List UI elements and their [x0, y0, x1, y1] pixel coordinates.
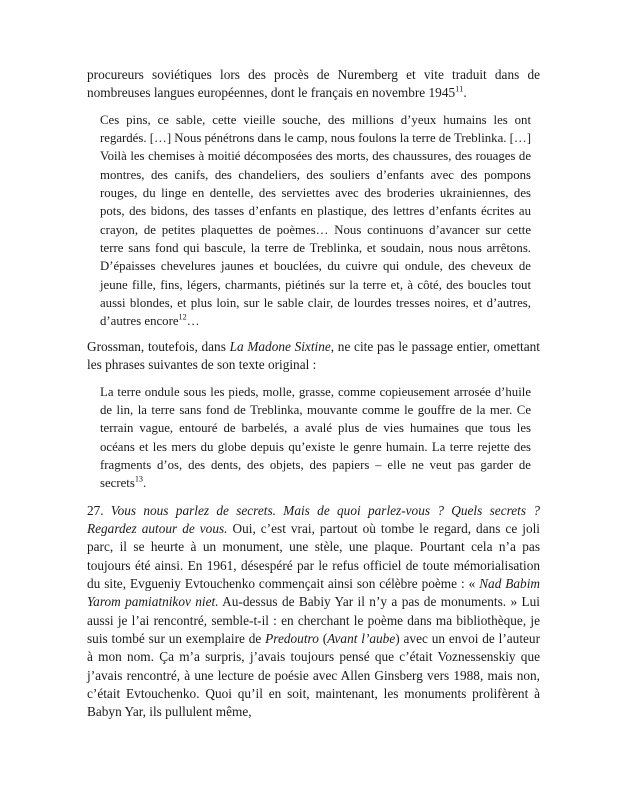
- section-27-text-d: ) avec un envoi de l’auteur à mon nom. Ça m’a surpris, j’avais toujours pensé que c’était Voznessenskiy que j’avais rencontré, à une lecture de poésie avec Allen Ginsberg vers 1988, mais non, c’était Evtouchenko. Quoi qu’il en soit, maintenant, les monuments prolifèrent à Babyn Yar, ils pullulent même,: [87, 630, 540, 720]
- section-27-italic-opening: Vous nous parlez de secrets. Mais de quoi parlez-vous ? Quels secrets ? Regardez autour de vous.: [87, 502, 540, 536]
- text-column: [87, 66, 540, 722]
- section-number-27: 27.: [87, 502, 104, 518]
- blockquote-treblinka-paragraph: [100, 111, 531, 331]
- section-27-text-c: (: [318, 630, 328, 646]
- paragraph-continuation: [87, 66, 540, 103]
- footnote-marker-12[interactable]: 12: [178, 313, 187, 323]
- paragraph-grossman-text-a: Grossman, toutefois, dans: [87, 338, 230, 354]
- blockquote-terre-paragraph: [100, 383, 531, 493]
- blockquote-treblinka-text-a: Ces pins, ce sable, cette vieille souche, des millions d’yeux humains les ont regardés. […] Nous pénétrons dans le camp, nous foulons la terre de Treblinka. […] Voilà les chemises à moitié décomposées des morts, des chaussures, des rouages de montres, des canifs, des chandeliers, des souliers d’enfants avec des pompons rouges, du linge en dentelle, des serviettes avec des broderies ukrainiennes, des pots, des bidons, des tasses d’enfants en plastique, des lettres d’enfants écrites au crayon, de petites plaquettes de poèmes… Nous continuons d’avancer sur cette terre sans fond qui bascule, la terre de Treblinka, et soudain, nous nous arrêtons. D’épaisses chevelures jaunes et bouclées, du cuivre qui ondule, des cheveux de jeune fille, fins, légers, charmants, piétinés sur la terre et, à côté, des boucles tout aussi blondes, et plus loin, sur le sable clair, de lourdes tresses noires, et d’autres, d’autres encore: [100, 112, 531, 329]
- blockquote-treblinka-text-b: …: [186, 314, 200, 329]
- paragraph-grossman-text-b: , ne cite pas le passage entier, omettant les phrases suivantes de son texte original :: [87, 338, 540, 373]
- footnote-marker-11[interactable]: 11: [455, 83, 464, 94]
- paragraph-section-27: [87, 502, 540, 722]
- book-title-avant-laube: Avant l’aube: [327, 630, 396, 646]
- spacer: [87, 331, 540, 338]
- section-27-text-a: Oui, c’est vrai, partout où tombe le regard, dans ce joli parc, il se heurte à un monument, une stèle, une plaque. Pourtant cela n’a pas toujours été ainsi. En 1961, désespéré par le refus officiel de toute mémorialisation du site, Evgueniy Evtouchenko commençait ainsi son célèbre poème : «: [87, 520, 540, 591]
- paragraph-grossman: [87, 338, 540, 375]
- paragraph-continuation-text-b: .: [463, 85, 467, 101]
- spacer: [87, 375, 540, 379]
- section-27-text-b: Au-dessus de Babiy Yar il n’y a pas de monuments. » Lui aussi je l’ai rencontré, semble-t-il : en cherchant le poème dans ma bibliothèque, je suis tombé sur un exemplaire de: [87, 594, 540, 646]
- poem-title-nad-babim-yarom: Nad Babim Yarom pamiatnikov niet.: [87, 575, 541, 610]
- blockquote-treblinka: [87, 111, 540, 331]
- blockquote-terre: [87, 383, 540, 493]
- spacer: [87, 493, 540, 502]
- spacer: [87, 103, 540, 107]
- book-title-predoutro: Predoutro: [265, 630, 319, 646]
- paragraph-continuation-text-a: procureurs soviétiques lors des procès de Nuremberg et vite traduit dans de nombreuses langues européennes, dont le français en novembre 1945: [87, 67, 540, 101]
- book-title-la-madone-sixtine: La Madone Sixtine: [229, 338, 331, 354]
- blockquote-terre-text-b: .: [143, 476, 147, 491]
- blockquote-terre-text-a: La terre ondule sous les pieds, molle, grasse, comme copieusement arrosée d’huile de lin, la terre sans fond de Treblinka, mouvante comme le gouffre de la mer. Ce terrain vague, entouré de barbelés, a avalé plus de vies humaines que tous les océans et les mers du globe depuis qu’existe le genre humain. La terre rejette des fragments d’os, des dents, des objets, des papiers – elle ne veut pas garder de secrets: [100, 384, 531, 491]
- footnote-marker-13[interactable]: 13: [134, 474, 144, 484]
